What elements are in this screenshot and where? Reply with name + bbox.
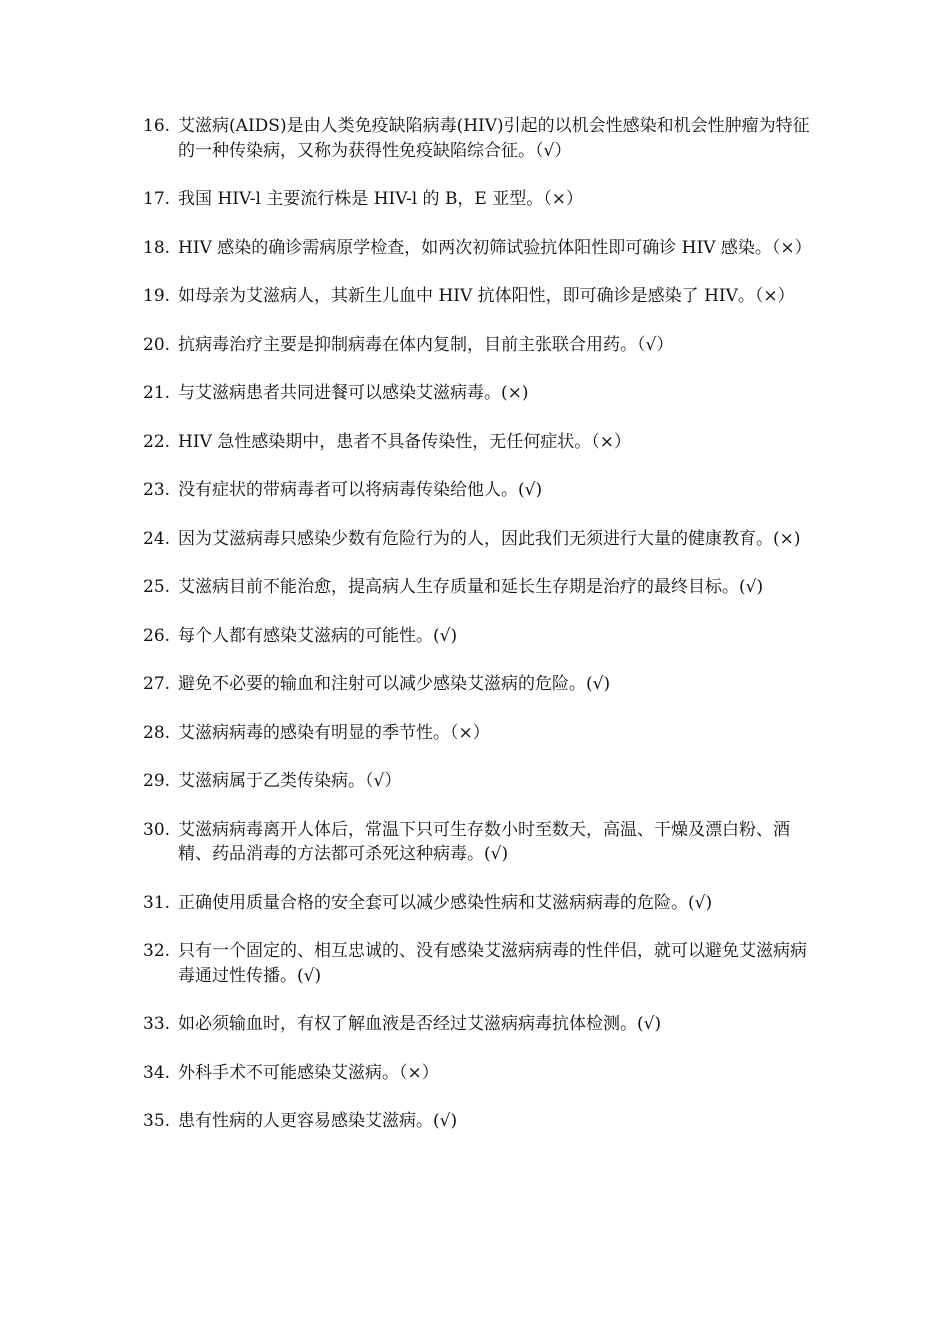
question-text: 外科手术不可能感染艾滋病。（×）: [178, 1062, 439, 1083]
question-text: 因为艾滋病毒只感染少数有危险行为的人，因此我们无须进行大量的健康教育。(×): [178, 528, 801, 549]
question-item-26: [143, 624, 820, 649]
question-item-33: [143, 1012, 820, 1037]
question-item-27: [143, 672, 820, 697]
question-text: 如母亲为艾滋病人，其新生儿血中 HIV 抗体阳性，即可确诊是感染了 HIV。（×）: [178, 286, 795, 306]
question-number: 29.: [143, 771, 171, 791]
question-text: 我国 HIV-l 主要流行株是 HIV-l 的 B，E 亚型。（×）: [178, 189, 583, 209]
question-text: 如必须输血时，有权了解血液是否经过艾滋病病毒抗体检测。(√): [178, 1014, 662, 1034]
question-text: 没有症状的带病毒者可以将病毒传染给他人。(√): [178, 480, 543, 500]
question-number: 16.: [143, 116, 171, 136]
question-text: 只有一个固定的、相互忠诚的、没有感染艾滋病病毒的性伴侣，就可以避免艾滋病病毒通过性传播。(√): [178, 941, 808, 986]
question-text: 患有性病的人更容易感染艾滋病。(√): [178, 1111, 458, 1131]
question-item-21: [143, 381, 820, 406]
question-text: 艾滋病病毒的感染有明显的季节性。（×）: [178, 722, 490, 743]
question-number: 22.: [143, 431, 171, 452]
true-false-question-list: [143, 114, 820, 1134]
question-number: 25.: [143, 577, 171, 597]
question-number: 32.: [143, 941, 171, 961]
question-number: 30.: [143, 819, 171, 840]
question-text: 与艾滋病患者共同进餐可以感染艾滋病毒。(×): [178, 383, 529, 403]
question-text: HIV 急性感染期中，患者不具备传染性，无任何症状。（×）: [178, 431, 632, 452]
question-item-22: [143, 430, 820, 455]
question-number: 17.: [143, 189, 171, 209]
question-text: 每个人都有感染艾滋病的可能性。(√): [178, 625, 458, 646]
question-number: 19.: [143, 286, 171, 306]
question-text: HIV 感染的确诊需病原学检查，如两次初筛试验抗体阳性即可确诊 HIV 感染。（×）: [178, 237, 812, 258]
question-item-31: [143, 891, 820, 916]
question-text: 艾滋病(AIDS)是由人类免疫缺陷病毒(HIV)引起的以机会性感染和机会性肿瘤为特征的一种传染病，又称为获得性免疫缺陷综合征。（√）: [178, 116, 810, 161]
question-number: 26.: [143, 625, 171, 646]
question-number: 20.: [143, 334, 171, 355]
question-item-17: [143, 187, 820, 212]
question-text: 避免不必要的输血和注射可以减少感染艾滋病的危险。(√): [178, 674, 611, 694]
question-item-23: [143, 478, 820, 503]
question-item-24: [143, 527, 820, 552]
question-item-30: [143, 818, 820, 867]
question-text: 正确使用质量合格的安全套可以减少感染性病和艾滋病病毒的危险。(√): [178, 892, 713, 913]
question-number: 23.: [143, 480, 171, 500]
question-text: 艾滋病病毒离开人体后，常温下只可生存数小时至数天，高温、干燥及漂白粉、酒精、药品消毒的方法都可杀死这种病毒。(√): [178, 819, 791, 864]
question-number: 28.: [143, 722, 171, 743]
question-item-25: [143, 575, 820, 600]
question-number: 27.: [143, 674, 171, 694]
question-item-34: [143, 1061, 820, 1086]
question-number: 33.: [143, 1014, 171, 1034]
question-item-18: [143, 236, 820, 261]
question-number: 18.: [143, 237, 171, 258]
question-text: 艾滋病属于乙类传染病。（√）: [178, 771, 402, 791]
question-item-28: [143, 721, 820, 746]
question-item-16: [143, 114, 820, 163]
question-item-32: [143, 939, 820, 988]
question-item-19: [143, 284, 820, 309]
question-text: 抗病毒治疗主要是抑制病毒在体内复制，目前主张联合用药。（√）: [178, 334, 674, 355]
question-number: 34.: [143, 1062, 171, 1083]
question-item-20: [143, 333, 820, 358]
question-number: 35.: [143, 1111, 171, 1131]
question-text: 艾滋病目前不能治愈，提高病人生存质量和延长生存期是治疗的最终目标。(√): [178, 577, 764, 597]
question-number: 24.: [143, 528, 171, 549]
question-number: 31.: [143, 892, 171, 913]
question-number: 21.: [143, 383, 171, 403]
question-item-35: [143, 1109, 820, 1134]
question-item-29: [143, 769, 820, 794]
